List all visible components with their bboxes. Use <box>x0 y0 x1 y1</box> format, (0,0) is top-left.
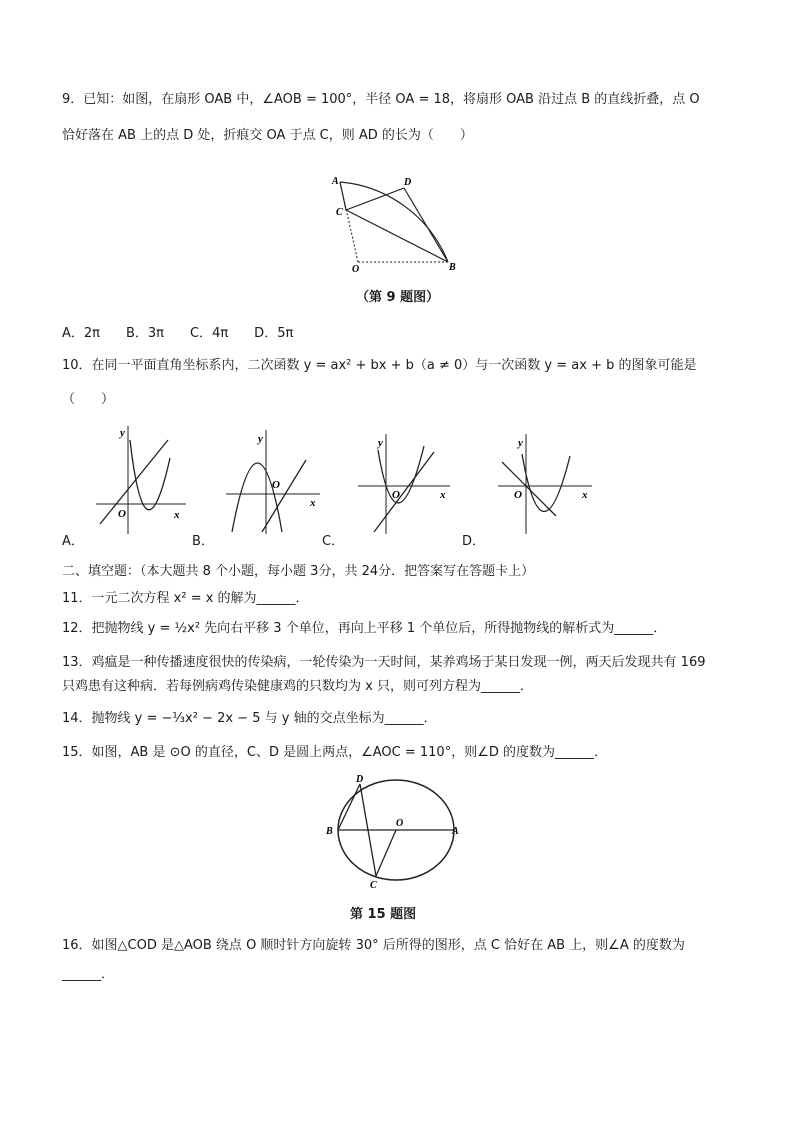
q15: 15．如图，AB 是 ⊙O 的直径，C、D 是圆上两点，∠AOC = 110°，则∠D 的度数为______． <box>62 745 607 760</box>
q11: 11．一元二次方程 x² = x 的解为______． <box>62 591 309 606</box>
q10-line-2: （ ） <box>62 392 115 407</box>
q10-graph-d <box>492 428 596 538</box>
segment-oc <box>376 830 396 876</box>
label-x: x <box>582 489 588 501</box>
arc-ab <box>340 182 448 262</box>
segment-cd <box>346 188 404 210</box>
label-c: C <box>336 207 343 218</box>
q9-figure-caption: （第 9 题图） <box>356 290 440 305</box>
q16-line-1: 16．如图△COD 是△AOB 绕点 O 顺时针方向旋转 30° 后所得的图形，点 C 恰好在 AB 上，则∠A 的度数为 <box>62 938 685 953</box>
label-o: O <box>352 264 360 275</box>
label-y: y <box>120 427 125 439</box>
label-d: D <box>356 774 364 785</box>
label-a: A <box>452 826 459 837</box>
q9-line-2: 恰好落在 AB 上的点 D 处，折痕交 OA 于点 C，则 AD 的长为（ ） <box>62 128 473 143</box>
q9-line-1: 9．已知：如图，在扇形 OAB 中，∠AOB = 100°，半径 OA = 18，将扇形 OAB 沿过点 B 的直线折叠，点 O <box>62 92 700 107</box>
label-b: B <box>326 826 333 837</box>
label-x: x <box>174 509 180 521</box>
line <box>100 440 168 524</box>
q14: 14．抛物线 y = −⅓x² − 2x − 5 与 y 轴的交点坐标为______． <box>62 711 437 726</box>
q10-graph-c <box>352 428 456 538</box>
parabola <box>522 454 570 512</box>
q9-options: A．2π B．3π C．4π D．5π <box>62 326 294 341</box>
label-c: C <box>370 880 377 891</box>
label-o: O <box>396 818 404 829</box>
parabola <box>130 440 170 510</box>
label-y: y <box>378 437 383 449</box>
label-origin: O <box>392 489 400 501</box>
line <box>374 452 434 532</box>
label-origin: O <box>272 479 280 491</box>
q10-option-d: D． <box>462 534 486 549</box>
q10-graph-b <box>220 424 326 538</box>
label-x: x <box>310 497 316 509</box>
parabola <box>232 463 282 532</box>
q10-option-a: A． <box>62 534 84 549</box>
segment-bd <box>338 784 360 830</box>
label-b: B <box>449 262 456 273</box>
q12: 12．把抛物线 y = ½x² 先向右平移 3 个单位，再向上平移 1 个单位后，所得抛物线的解析式为______． <box>62 621 667 636</box>
segment-ac <box>340 182 346 210</box>
q10-line-1: 10．在同一平面直角坐标系内，二次函数 y = ax² + bx + b（a ≠ 0）与一次函数 y = ax + b 的图象可能是 <box>62 358 697 373</box>
line <box>262 460 306 532</box>
section-2-heading: 二、填空题：（本大题共 8 个小题，每小题 3分，共 24分．把答案写在答题卡上） <box>62 564 535 579</box>
q13-line-1: 13．鸡瘟是一种传播速度很快的传染病，一轮传染为一天时间，某养鸡场于某日发现一例，两天后发现共有 169 <box>62 655 706 670</box>
line <box>502 462 556 516</box>
label-x: x <box>440 489 446 501</box>
label-y: y <box>518 437 523 449</box>
q10-option-c: C． <box>322 534 345 549</box>
q9-sector-figure <box>322 172 468 276</box>
label-origin: O <box>514 489 522 501</box>
q10-option-b: B． <box>192 534 214 549</box>
q10-graph-a <box>90 420 190 538</box>
q16-line-2: ______． <box>62 967 115 982</box>
q15-figure-caption: 第 15 题图 <box>350 907 417 922</box>
label-d: D <box>404 177 412 188</box>
label-y: y <box>258 433 263 445</box>
q15-circle-figure <box>318 772 468 892</box>
label-a: A <box>332 176 339 187</box>
label-origin: O <box>118 508 126 520</box>
q13-line-2: 只鸡患有这种病．若每例病鸡传染健康鸡的只数均为 x 只，则可列方程为______． <box>62 679 533 694</box>
